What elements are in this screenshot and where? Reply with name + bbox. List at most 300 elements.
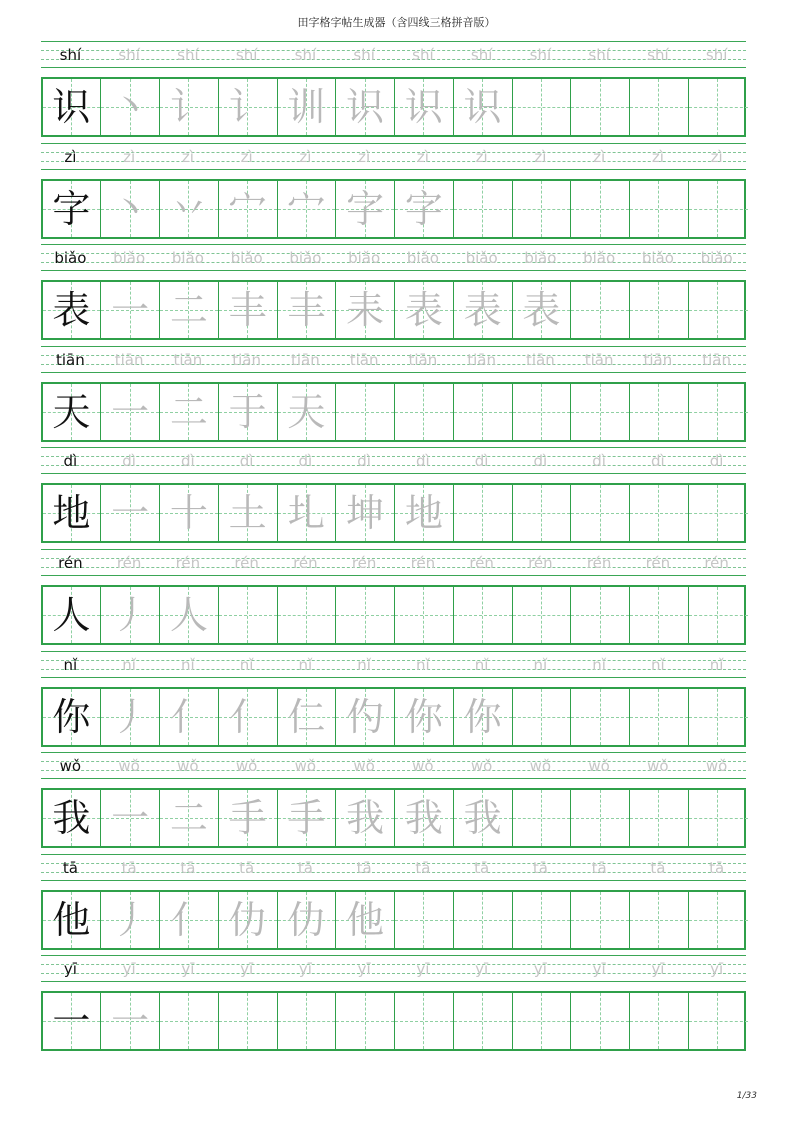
tianzige-cell [101,181,160,237]
pinyin-trace: yī [475,960,489,979]
pinyin-trace: tā [474,858,490,877]
tianzige-cell [571,790,630,846]
tianzige-cell [689,485,748,541]
pinyin-trace: tā [709,858,725,877]
tianzige-cell [219,181,278,237]
stroke-order-trace: 手 [287,796,326,841]
tianzige-cell [630,181,689,237]
tianzige-cell [571,587,630,643]
tianzige-cell [395,689,454,745]
pinyin-trace: shí [235,46,258,64]
tianzige-cell [278,485,337,541]
tianzige-cell [630,485,689,541]
stroke-order-trace: 耒 [346,288,385,333]
pinyin-band [41,854,746,881]
pinyin-trace: tiān [114,350,144,369]
tianzige-cell [571,384,630,440]
tianzige-cell [689,181,748,237]
tianzige-cell [219,790,278,846]
tianzige-row [41,788,746,848]
pinyin-trace: dì [592,452,606,471]
pinyin-trace: tiān [467,350,496,369]
stroke-order-trace: 仁 [287,694,326,739]
tianzige-cell [571,892,630,948]
stroke-order-trace: 一 [111,288,150,333]
stroke-order-trace: 宀 [228,186,267,231]
tianzige-cell [219,993,278,1049]
tianzige-cell [395,790,454,846]
pinyin-trace: shí [177,46,199,64]
stroke-order-trace: 天 [287,389,326,434]
tianzige-cell [689,282,748,338]
tianzige-cell [630,282,689,338]
tianzige-cell [689,892,748,948]
pinyin-trace: dì [651,452,665,471]
stroke-order-trace: 仢 [346,694,385,739]
pinyin-trace: tiān [408,350,438,369]
pinyin-trace: biǎo [700,249,733,268]
tianzige-cell [395,384,454,440]
tianzige-cell [43,587,102,643]
pinyin-trace: dì [709,452,724,471]
pinyin-label: biǎo [54,249,87,268]
tianzige-cell [630,993,689,1049]
pinyin-trace: tā [121,858,137,877]
tianzige-cell [160,790,219,846]
tianzige-cell [43,790,102,846]
practice-row [41,143,746,245]
pinyin-trace: tā [297,858,313,877]
pinyin-trace: biǎo [348,249,381,268]
stroke-order-trace: 一 [111,491,150,536]
page-number: 1/33 [736,1091,757,1101]
tianzige-cell [336,79,395,135]
tianzige-cell [278,689,337,745]
stroke-order-trace: 他 [346,897,385,942]
tianzige-cell [571,181,630,237]
tianzige-cell [513,485,572,541]
tianzige-cell [454,993,513,1049]
pinyin-trace: tā [180,858,196,877]
pinyin-trace: tiān [526,350,555,369]
stroke-order-trace: 仂 [228,897,267,942]
stroke-order-trace: 地 [404,491,443,536]
tianzige-cell [219,79,278,135]
pinyin-trace: nǐ [416,655,430,674]
model-character: 我 [52,796,91,841]
tianzige-cell [454,790,513,846]
pinyin-band [41,346,746,373]
tianzige-cell [571,79,630,135]
pinyin-label: wǒ [59,757,82,776]
pinyin-trace: dì [357,452,371,471]
tianzige-cell [101,892,160,948]
tianzige-cell [219,282,278,338]
stroke-order-trace: 丷 [169,186,208,231]
pinyin-trace: biǎo [465,249,498,268]
stroke-order-trace: 于 [228,389,267,434]
pinyin-trace: shí [647,46,669,64]
pinyin-label: dì [63,452,78,471]
stroke-order-trace: 二 [169,288,208,333]
stroke-order-trace: 我 [404,796,443,841]
tianzige-cell [395,181,454,237]
tianzige-cell [278,79,337,135]
pinyin-trace: zì [240,147,253,166]
pinyin-band [41,244,746,271]
tianzige-cell [454,79,513,135]
page-title: 田字格字帖生成器（含四线三格拼音版） [297,16,496,29]
pinyin-trace: nǐ [709,655,724,674]
pinyin-trace: yī [710,960,724,979]
pinyin-trace: rén [410,553,436,572]
tianzige-cell [43,689,102,745]
tianzige-cell [513,79,572,135]
pinyin-trace: nǐ [474,655,489,674]
stroke-order-trace: 亻 [169,897,208,942]
tianzige-row [41,585,746,645]
tianzige-cell [43,892,102,948]
stroke-order-trace: 丰 [287,288,326,333]
pinyin-trace: tiān [702,350,731,369]
tianzige-cell [219,892,278,948]
tianzige-cell [43,181,102,237]
pinyin-label: shí [59,46,82,64]
stroke-order-trace: 一 [111,796,150,841]
stroke-order-trace: 表 [404,288,443,333]
pinyin-trace: dì [416,452,430,471]
pinyin-trace: zì [299,147,312,166]
tianzige-cell [278,790,337,846]
pinyin-band [41,447,746,474]
pinyin-trace: yī [592,960,606,979]
pinyin-trace: wǒ [294,757,317,776]
tianzige-cell [630,892,689,948]
tianzige-cell [43,384,102,440]
tianzige-cell [395,587,454,643]
pinyin-trace: wǒ [118,757,140,776]
stroke-order-trace: 表 [522,288,561,333]
model-character: 表 [52,288,91,333]
tianzige-cell [513,181,572,237]
stroke-order-trace: 字 [346,186,385,231]
pinyin-band [41,651,746,678]
practice-row [41,549,746,651]
stroke-order-trace: 识 [346,85,385,129]
tianzige-cell [454,485,513,541]
model-character: 人 [52,592,91,637]
stroke-order-trace: 圠 [287,491,326,536]
practice-row [41,346,746,448]
tianzige-cell [160,892,219,948]
tianzige-cell [689,689,748,745]
pinyin-trace: zì [593,147,606,166]
pinyin-trace: wǒ [529,757,552,776]
pinyin-trace: nǐ [357,655,371,674]
pinyin-trace: biǎo [230,249,263,268]
tianzige-cell [101,790,160,846]
tianzige-cell [278,384,337,440]
stroke-order-trace: 丿 [111,897,150,942]
pinyin-trace: wǒ [705,757,728,776]
stroke-order-trace: 讠 [169,85,208,129]
pinyin-trace: tā [239,858,255,877]
pinyin-label: tiān [56,350,85,369]
tianzige-cell [513,993,572,1049]
pinyin-trace: nǐ [592,655,606,674]
model-character: 字 [52,186,91,231]
pinyin-trace: rén [293,553,318,572]
tianzige-cell [160,79,219,135]
pinyin-trace: rén [645,553,671,572]
practice-row [41,955,746,1057]
tianzige-cell [43,79,102,135]
pinyin-trace: yī [416,960,430,979]
pinyin-trace: zì [181,147,194,166]
tianzige-cell [336,689,395,745]
tianzige-cell [160,181,219,237]
pinyin-trace: shí [470,46,493,64]
tianzige-cell [101,282,160,338]
stroke-order-trace: 土 [228,491,267,536]
pinyin-trace: rén [351,553,377,572]
practice-row [41,447,746,549]
pinyin-trace: wǒ [353,757,375,776]
model-character: 你 [52,694,91,739]
practice-row [41,651,746,753]
pinyin-trace: dì [474,452,489,471]
tianzige-cell [630,689,689,745]
pinyin-trace: rén [234,553,259,572]
tianzige-cell [630,384,689,440]
pinyin-trace: yī [181,960,195,979]
tianzige-cell [160,384,219,440]
tianzige-cell [101,79,160,135]
tianzige-row [41,890,746,950]
tianzige-cell [571,993,630,1049]
pinyin-label: rén [58,553,83,572]
tianzige-cell [278,282,337,338]
pinyin-trace: rén [175,553,201,572]
stroke-order-trace: 十 [169,491,208,536]
stroke-order-trace: 二 [169,796,208,841]
stroke-order-trace: 宀 [287,186,326,231]
pinyin-trace: tiān [173,350,203,369]
pinyin-trace: nǐ [239,655,254,674]
practice-sheet [41,41,746,1057]
tianzige-cell [513,892,572,948]
tianzige-row [41,483,746,543]
tianzige-cell [43,485,102,541]
pinyin-trace: tiān [643,350,673,369]
stroke-order-trace: 训 [287,85,326,129]
stroke-order-trace: 一 [111,999,150,1044]
pinyin-trace: dì [533,452,548,471]
pinyin-trace: wǒ [647,757,669,776]
tianzige-cell [336,384,395,440]
tianzige-cell [630,587,689,643]
tianzige-cell [101,485,160,541]
stroke-order-trace: 二 [169,389,208,434]
tianzige-cell [43,993,102,1049]
pinyin-trace: yī [240,960,254,979]
tianzige-cell [689,790,748,846]
practice-row [41,41,746,143]
tianzige-cell [513,689,572,745]
pinyin-trace: dì [122,452,136,471]
pinyin-trace: tā [356,858,372,877]
tianzige-cell [454,689,513,745]
pinyin-trace: yī [533,960,547,979]
pinyin-trace: wǒ [470,757,493,776]
stroke-order-trace: 人 [169,592,208,637]
tianzige-cell [630,79,689,135]
tianzige-row [41,382,746,442]
pinyin-trace: tā [415,858,431,877]
pinyin-trace: biǎo [113,249,146,268]
pinyin-trace: nǐ [122,655,136,674]
model-character: 地 [52,491,91,536]
pinyin-trace: biǎo [524,249,557,268]
pinyin-trace: nǐ [533,655,548,674]
pinyin-trace: zì [358,147,371,166]
tianzige-row [41,179,746,239]
pinyin-trace: biǎo [406,249,439,268]
tianzige-cell [513,384,572,440]
tianzige-cell [336,790,395,846]
tianzige-cell [571,689,630,745]
pinyin-trace: yī [298,960,312,979]
stroke-order-trace: 仂 [287,897,326,942]
pinyin-trace: tiān [584,350,614,369]
pinyin-trace: tā [650,858,666,877]
pinyin-trace: dì [181,452,195,471]
pinyin-trace: dì [298,452,313,471]
tianzige-cell [454,181,513,237]
pinyin-trace: biǎo [289,249,322,268]
pinyin-trace: zì [534,147,547,166]
tianzige-cell [336,181,395,237]
tianzige-row [41,77,746,137]
tianzige-row [41,280,746,340]
pinyin-trace: zì [710,147,723,166]
stroke-order-trace: 表 [463,288,502,333]
pinyin-band [41,143,746,170]
pinyin-trace: dì [239,452,254,471]
pinyin-band [41,41,746,68]
pinyin-label: yī [63,960,77,979]
pinyin-trace: tiān [291,350,320,369]
pinyin-trace: shí [412,46,434,64]
pinyin-band [41,955,746,982]
tianzige-cell [513,587,572,643]
tianzige-cell [571,485,630,541]
tianzige-cell [160,689,219,745]
pinyin-trace: rén [528,553,553,572]
tianzige-cell [43,282,102,338]
pinyin-trace: zì [123,147,136,166]
pinyin-trace: rén [586,553,612,572]
pinyin-trace: wǒ [412,757,434,776]
stroke-order-trace: 我 [346,796,385,841]
pinyin-trace: yī [357,960,371,979]
pinyin-trace: wǒ [235,757,258,776]
stroke-order-trace: 讠 [228,85,267,129]
stroke-order-trace: 亻 [169,694,208,739]
tianzige-cell [454,892,513,948]
tianzige-cell [336,892,395,948]
tianzige-row [41,687,746,747]
pinyin-trace: rén [704,553,729,572]
stroke-order-trace: 你 [404,694,443,739]
tianzige-cell [454,587,513,643]
model-character: 识 [52,85,91,129]
pinyin-trace: shí [529,46,552,64]
tianzige-cell [219,485,278,541]
tianzige-cell [395,485,454,541]
pinyin-trace: shí [588,46,610,64]
tianzige-cell [101,587,160,643]
pinyin-trace: shí [705,46,728,64]
stroke-order-trace: 我 [463,796,502,841]
tianzige-cell [336,993,395,1049]
stroke-order-trace: 字 [404,186,443,231]
tianzige-cell [630,790,689,846]
pinyin-trace: wǒ [177,757,199,776]
tianzige-cell [160,485,219,541]
pinyin-trace: shí [294,46,317,64]
tianzige-cell [101,384,160,440]
pinyin-trace: rén [116,553,142,572]
tianzige-cell [101,993,160,1049]
stroke-order-trace: 丶 [111,85,150,129]
pinyin-trace: zì [475,147,488,166]
tianzige-cell [160,587,219,643]
tianzige-cell [571,282,630,338]
pinyin-trace: shí [353,46,375,64]
stroke-order-trace: 识 [404,85,443,129]
stroke-order-trace: 丶 [111,186,150,231]
pinyin-trace: wǒ [588,757,610,776]
pinyin-trace: nǐ [298,655,313,674]
tianzige-cell [219,689,278,745]
tianzige-cell [454,384,513,440]
model-character: 一 [52,999,91,1044]
tianzige-cell [219,384,278,440]
tianzige-cell [689,384,748,440]
tianzige-cell [101,689,160,745]
pinyin-band [41,752,746,779]
tianzige-cell [278,892,337,948]
pinyin-label: nǐ [63,655,78,674]
tianzige-cell [513,790,572,846]
stroke-order-trace: 丿 [111,592,150,637]
pinyin-trace: biǎo [583,249,616,268]
tianzige-cell [336,282,395,338]
tianzige-cell [160,993,219,1049]
pinyin-label: zì [64,147,77,166]
stroke-order-trace: 识 [463,85,502,129]
tianzige-cell [689,79,748,135]
tianzige-cell [278,993,337,1049]
model-character: 天 [52,389,91,434]
pinyin-trace: biǎo [641,249,674,268]
tianzige-cell [395,993,454,1049]
model-character: 他 [52,897,91,942]
pinyin-trace: tā [532,858,548,877]
tianzige-cell [689,993,748,1049]
tianzige-cell [395,79,454,135]
